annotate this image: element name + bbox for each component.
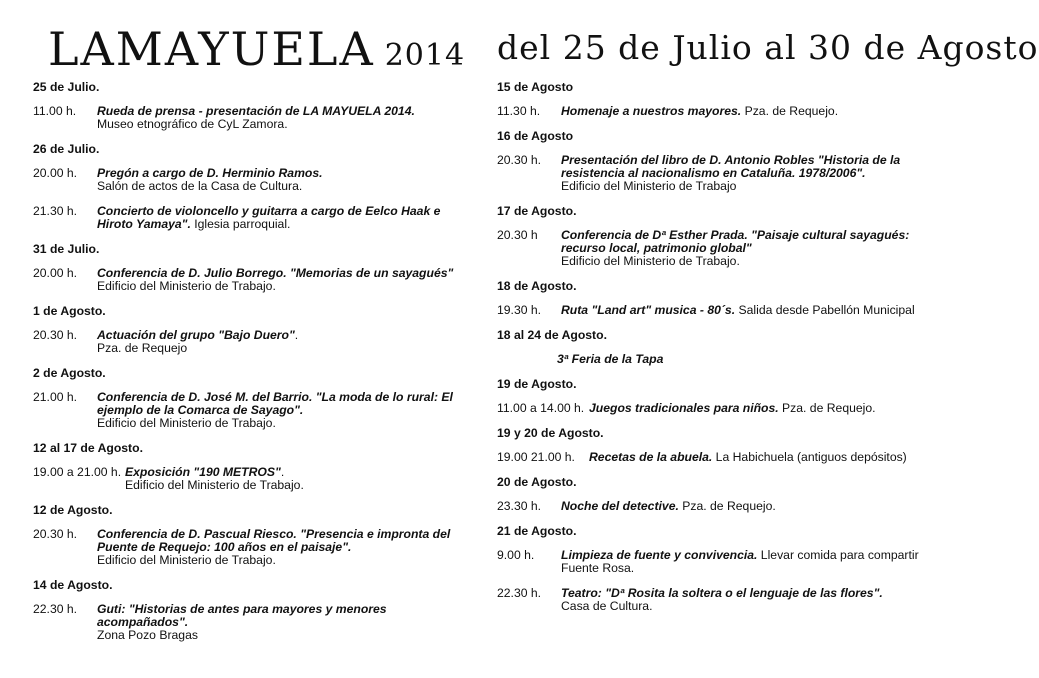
event-title: Teatro: "Dª Rosita la soltera o el lenguaje de las flores". — [561, 586, 883, 600]
day-block — [33, 442, 478, 492]
event-title: Noche del detective. — [561, 499, 679, 513]
event-title: Rueda de prensa - presentación de LA MAYUELA 2014. — [97, 104, 415, 118]
day-date: 20 de Agosto. — [497, 475, 577, 489]
event-item — [33, 603, 478, 642]
day-block — [497, 205, 952, 268]
event-title: Conferencia de D. José M. del Barrio. "La moda de lo rural: El ejemplo de la Comarca de Sayago". — [97, 390, 453, 417]
event-location: Casa de Cultura. — [561, 599, 653, 613]
event-item — [497, 500, 952, 513]
event-body — [557, 353, 952, 366]
event-time: 22.30 h. — [33, 602, 78, 616]
event-title: Juegos tradicionales para niños. — [589, 401, 779, 415]
day-date: 15 de Agosto — [497, 80, 574, 94]
event-time: 11.30 h. — [497, 104, 541, 118]
day-date: 25 de Julio. — [33, 80, 100, 94]
day-block — [33, 243, 478, 293]
event-time: 20.00 h. — [33, 266, 78, 280]
event-title: Conferencia de D. Julio Borrego. "Memorias de un sayagués" — [97, 266, 454, 280]
event-item — [33, 391, 478, 430]
event-body — [97, 329, 478, 355]
event-body — [561, 549, 952, 575]
event-time: 19.30 h. — [497, 303, 542, 317]
event-title: Limpieza de fuente y convivencia. — [561, 548, 758, 562]
day-date: 18 de Agosto. — [497, 279, 577, 293]
program-title — [48, 22, 465, 76]
event-time: 11.00 h. — [33, 104, 77, 118]
festival-dates: del 25 de Julio al 30 de Agosto — [497, 28, 1039, 67]
event-body — [561, 587, 952, 613]
day-date: 21 de Agosto. — [497, 524, 577, 538]
event-item — [33, 329, 478, 355]
event-title: Homenaje a nuestros mayores. — [561, 104, 742, 118]
day-block — [497, 427, 952, 464]
event-item — [33, 105, 478, 131]
event-location: Pza. de Requejo — [97, 341, 188, 355]
day-date: 19 de Agosto. — [497, 377, 577, 391]
day-date: 12 al 17 de Agosto. — [33, 441, 143, 455]
event-body — [561, 105, 952, 118]
day-block — [33, 143, 478, 231]
event-location-inline: Pza. de Requejo. — [678, 499, 776, 513]
event-title: Recetas de la abuela. — [589, 450, 713, 464]
festival-name: LAMAYUELA — [48, 22, 375, 76]
day-date: 18 al 24 de Agosto. — [497, 328, 607, 342]
event-body — [561, 154, 952, 193]
day-block — [497, 476, 952, 513]
event-location: Fuente Rosa. — [561, 561, 635, 575]
event-location: Edificio del Ministerio de Trabajo — [561, 179, 737, 193]
event-body — [97, 391, 478, 430]
day-block — [33, 579, 478, 642]
event-time: 20.30 h. — [33, 328, 78, 342]
event-body — [97, 205, 478, 231]
event-location-inline: . — [280, 465, 285, 479]
event-title: Exposición "190 METROS" — [125, 465, 281, 479]
event-item — [497, 154, 952, 193]
event-body — [589, 402, 952, 415]
event-location-inline: Salida desde Pabellón Municipal — [735, 303, 915, 317]
event-body — [561, 304, 952, 317]
event-item — [33, 167, 478, 193]
event-location: Salón de actos de la Casa de Cultura. — [97, 179, 303, 193]
event-time: 9.00 h. — [497, 548, 535, 562]
event-location: Edificio del Ministerio de Trabajo. — [561, 254, 740, 268]
event-time: 19.00 21.00 h. — [497, 450, 575, 464]
event-item — [497, 451, 952, 464]
event-location-inline: Llevar comida para compartir — [757, 548, 919, 562]
event-time: 11.00 a 14.00 h. — [497, 401, 585, 415]
event-item — [497, 105, 952, 118]
day-date: 14 de Agosto. — [33, 578, 113, 592]
event-item — [497, 549, 952, 575]
day-date: 17 de Agosto. — [497, 204, 577, 218]
event-time: 20.00 h. — [33, 166, 78, 180]
day-block — [497, 130, 952, 193]
event-item — [33, 466, 478, 492]
event-time: 22.30 h. — [497, 586, 542, 600]
day-block — [33, 504, 478, 567]
event-location: Edificio del Ministerio de Trabajo. — [97, 416, 276, 430]
event-time: 19.00 a 21.00 h. — [33, 465, 122, 479]
event-location-inline: La Habichuela (antiguos depósitos) — [712, 450, 907, 464]
event-time: 20.30 h. — [497, 153, 542, 167]
day-block — [497, 81, 952, 118]
day-date: 16 de Agosto — [497, 129, 574, 143]
event-time: 20.30 h — [497, 228, 538, 242]
day-date: 1 de Agosto. — [33, 304, 106, 318]
event-title: Concierto de violoncello y guitarra a cargo de Eelco Haak e Hiroto Yamaya". — [97, 204, 441, 231]
event-item — [497, 353, 952, 366]
event-location: Edificio del Ministerio de Trabajo. — [97, 279, 276, 293]
day-date: 26 de Julio. — [33, 142, 100, 156]
day-date: 19 y 20 de Agosto. — [497, 426, 604, 440]
event-location-inline: Iglesia parroquial. — [190, 217, 291, 231]
event-title: Actuación del grupo "Bajo Duero" — [97, 328, 295, 342]
event-item — [33, 528, 478, 567]
schedule-left-column — [33, 78, 478, 654]
event-title: Ruta "Land art" musica - 80´s. — [561, 303, 736, 317]
event-body — [561, 229, 952, 268]
day-block — [33, 367, 478, 430]
event-time: 20.30 h. — [33, 527, 78, 541]
event-title: 3ª Feria de la Tapa — [557, 352, 664, 366]
event-location: Edificio del Ministerio de Trabajo. — [97, 553, 276, 567]
event-body — [97, 105, 478, 131]
event-location: Zona Pozo Bragas — [97, 628, 198, 642]
event-body — [97, 603, 478, 642]
day-block — [497, 280, 952, 317]
event-body — [125, 466, 478, 492]
day-block — [33, 81, 478, 131]
event-time: 21.30 h. — [33, 204, 78, 218]
day-date: 12 de Agosto. — [33, 503, 113, 517]
event-location: Museo etnográfico de CyL Zamora. — [97, 117, 288, 131]
event-body — [97, 167, 478, 193]
day-date: 31 de Julio. — [33, 242, 100, 256]
festival-year: 2014 — [384, 38, 466, 73]
event-title: Conferencia de D. Pascual Riesco. "Presencia e impronta del Puente de Requejo: 100 años en el paisaje". — [97, 527, 451, 554]
event-item — [497, 229, 952, 268]
event-location-inline: . — [294, 328, 299, 342]
event-title: Conferencia de Dª Esther Prada. "Paisaje cultural sayagués: recurso local, patrimonio global" — [561, 228, 910, 255]
event-item — [33, 205, 478, 231]
event-item — [497, 587, 952, 613]
event-title: Guti: "Historias de antes para mayores y menores acompañados". — [97, 602, 387, 629]
event-time: 23.30 h. — [497, 499, 542, 513]
event-body — [97, 267, 478, 293]
day-date: 2 de Agosto. — [33, 366, 106, 380]
event-item — [497, 402, 952, 415]
day-block — [497, 525, 952, 613]
event-item — [33, 267, 478, 293]
event-time: 21.00 h. — [33, 390, 78, 404]
event-item — [497, 304, 952, 317]
day-block — [33, 305, 478, 355]
event-body — [561, 500, 952, 513]
event-title: Pregón a cargo de D. Herminio Ramos. — [97, 166, 323, 180]
day-block — [497, 378, 952, 415]
schedule-right-column — [497, 78, 952, 625]
event-body — [97, 528, 478, 567]
day-block — [497, 329, 952, 366]
event-location: Edificio del Ministerio de Trabajo. — [125, 478, 304, 492]
event-title: Presentación del libro de D. Antonio Robles "Historia de la resistencia al nacionalismo en Cataluña. 1978/2006". — [561, 153, 901, 180]
event-location-inline: Pza. de Requejo. — [741, 104, 839, 118]
event-body — [589, 451, 952, 464]
event-location-inline: Pza. de Requejo. — [778, 401, 876, 415]
